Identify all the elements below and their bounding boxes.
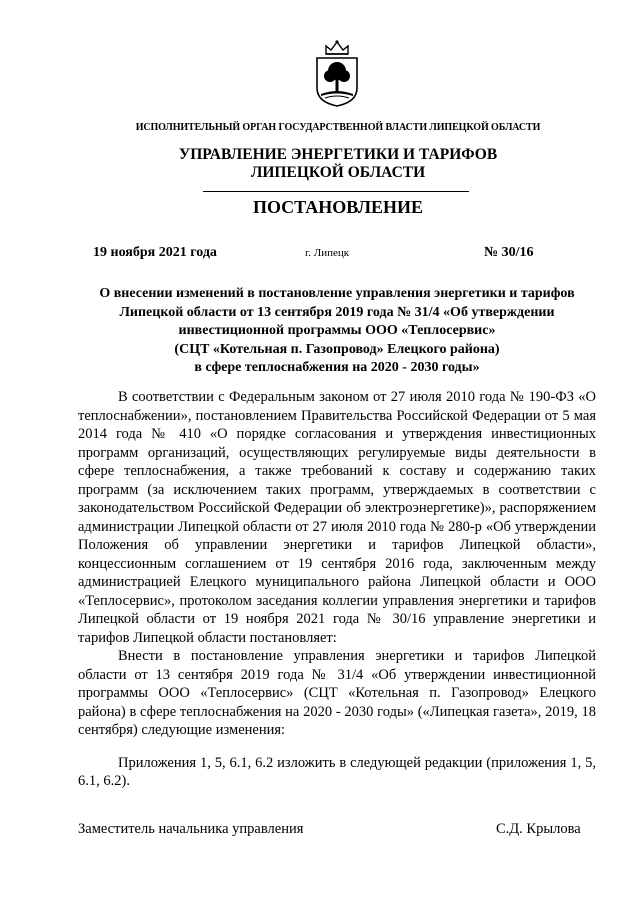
signatory-position: Заместитель начальника управления — [78, 821, 304, 837]
document-date: 19 ноября 2021 года — [93, 245, 217, 260]
department-name-line: ЛИПЕЦКОЙ ОБЛАСТИ — [250, 164, 426, 181]
document-city: г. Липецк — [305, 247, 350, 259]
title-line: в сфере теплоснабжения на 2020 - 2030 годы» — [194, 360, 480, 375]
issuing-authority: ИСПОЛНИТЕЛЬНЫЙ ОРГАН ГОСУДАРСТВЕННОЙ ВЛАСТИ ЛИПЕЦКОЙ ОБЛАСТИ — [135, 122, 541, 133]
divider — [203, 191, 469, 192]
document-type: ПОСТАНОВЛЕНИЕ — [252, 197, 424, 217]
body-paragraph: В соответствии с Федеральным законом от 27 июля 2010 года № 190-ФЗ «О теплоснабжении», постановлением Правительства Российской Федерации от 5 мая 2014 года № 410 «О порядке согласования и утверждения инвестиционных программ организаций, осуществляющих регулируемые виды деятельности в сфере теплоснабжения, а также требований к составу и содержанию таких программ (за исключением таких программ, утверждаемых в соответствии с законодательством Российской Федерации об электроэнергетике)», распоряжением администрации Липецкой области от 27 июля 2010 года № 280-р «Об утверждении Положения об управлении энергетики и тарифов Липецкой области», концессионным соглашением от 19 сентября 2016 года, заключенным между администрацией Елецкого муниципального района Липецкой области и ООО «Теплосервис», протоколом заседания коллегии управления энергетики и тарифов Липецкой области от 19 ноября 2021 года № 30/16 управление энергетики и тарифов Липецкой области постановляет: — [78, 389, 596, 646]
title-line: Липецкой области от 13 сентября 2019 года № 31/4 «Об утверждении — [119, 304, 555, 320]
document-title — [78, 285, 596, 378]
signatory-name: С.Д. Крылова — [496, 821, 581, 837]
department-name-line: УПРАВЛЕНИЕ ЭНЕРГЕТИКИ И ТАРИФОВ — [178, 146, 498, 163]
department-name — [0, 146, 640, 182]
document-body — [78, 388, 596, 791]
title-line: О внесении изменений в постановление управления энергетики и тарифов — [99, 286, 575, 301]
title-line: (СЦТ «Котельная п. Газопровод» Елецкого района) — [174, 341, 500, 357]
body-paragraph: Внести в постановление управления энергетики и тарифов Липецкой области от 13 сентября 2019 года № 31/4 «Об утверждении инвестиционной программы ООО «Теплосервис» (СЦТ «Котельная п. Газопровод» Елецкого района) в сфере теплоснабжения на 2020 - 2030 годы» («Липецкая газета», 2019, 18 сентября) следующие изменения: — [78, 648, 596, 738]
coat-of-arms-icon — [312, 38, 362, 108]
body-paragraph: Приложения 1, 5, 6.1, 6.2 изложить в следующей редакции (приложения 1, 5, 6.1, 6.2). — [78, 754, 596, 789]
title-line: инвестиционной программы ООО «Теплосервис» — [178, 323, 496, 338]
document-number: № 30/16 — [484, 245, 534, 260]
